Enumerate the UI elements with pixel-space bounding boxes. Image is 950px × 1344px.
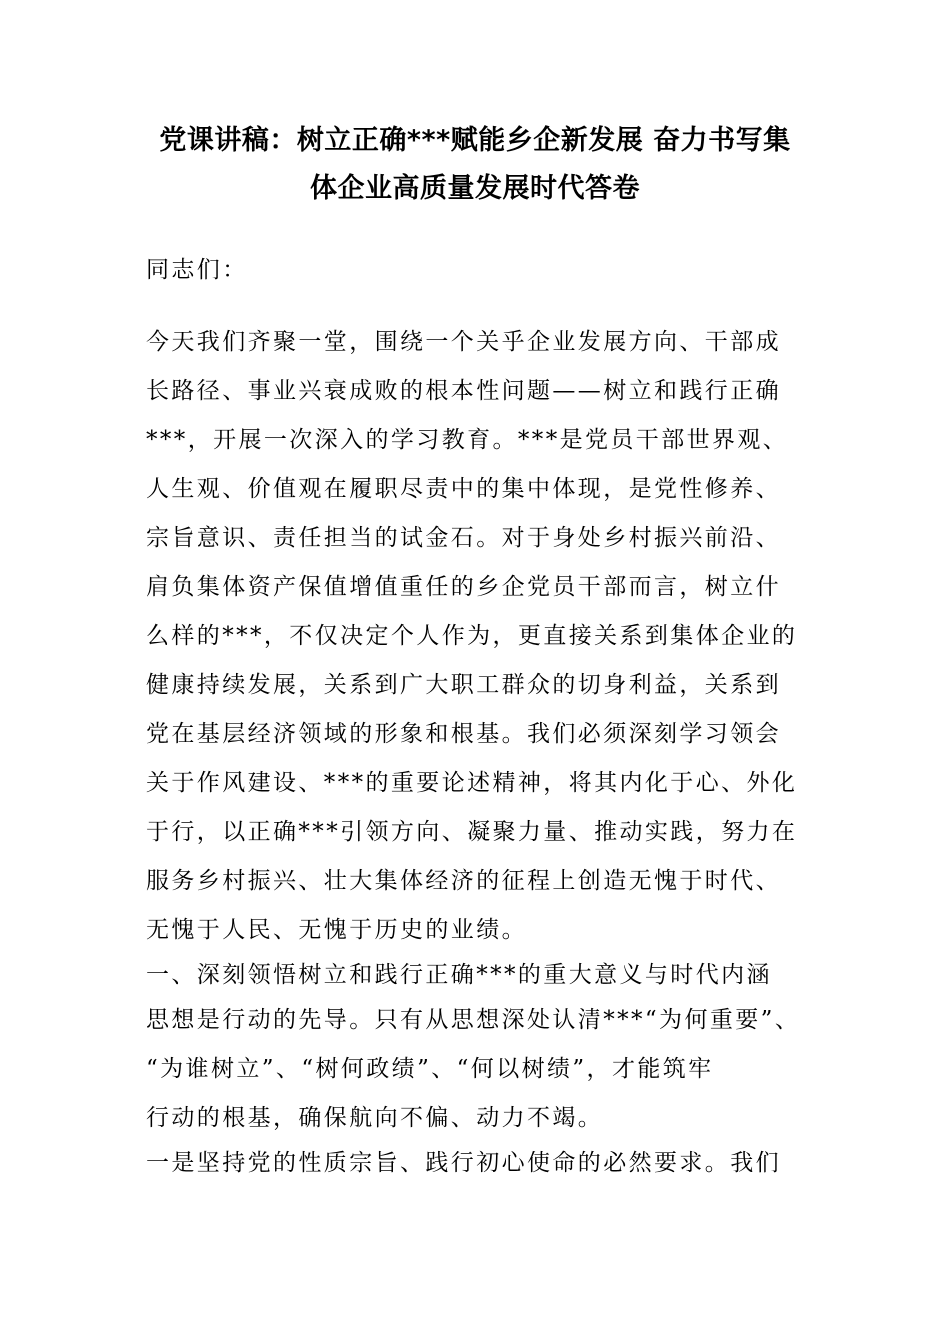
paragraph-line: 宗旨意识、责任担当的试金石。对于身处乡村振兴前沿、 <box>146 525 781 551</box>
paragraph-line: 今天我们齐聚一堂，围绕一个关乎企业发展方向、干部成 <box>146 329 781 355</box>
paragraph-line: 服务乡村振兴、壮大集体经济的征程上创造无愧于时代、 <box>146 868 781 894</box>
paragraph-line: 么样的***，不仅决定个人作为，更直接关系到集体企业的 <box>146 623 798 649</box>
document-title-line-2: 体企业高质量发展时代答卷 <box>310 173 640 204</box>
paragraph-line: 人生观、价值观在履职尽责中的集中体现，是党性修养、 <box>146 476 781 502</box>
paragraph-line: 长路径、事业兴衰成败的根本性问题——树立和践行正确 <box>146 378 781 404</box>
section-heading: 一、深刻领悟树立和践行正确***的重大意义与时代内涵 <box>146 962 772 988</box>
paragraph-line: 肩负集体资产保值增值重任的乡企党员干部而言，树立什 <box>146 574 781 600</box>
document-title-line-1: 党课讲稿：树立正确***赋能乡企新发展 奋力书写集 <box>159 125 791 156</box>
paragraph-line: 关于作风建设、***的重要论述精神，将其内化于心、外化 <box>146 770 798 796</box>
paragraph-line: 无愧于人民、无愧于历史的业绩。 <box>146 917 527 943</box>
paragraph-line: ***，开展一次深入的学习教育。***是党员干部世界观、 <box>146 427 789 453</box>
salutation: 同志们： <box>146 257 248 283</box>
paragraph-line: 一是坚持党的性质宗旨、践行初心使命的必然要求。我们 <box>146 1150 781 1176</box>
paragraph-line: 健康持续发展，关系到广大职工群众的切身利益，关系到 <box>146 672 781 698</box>
paragraph-line: 于行，以正确***引领方向、凝聚力量、推动实践，努力在 <box>146 819 798 845</box>
paragraph-line: “为谁树立”、“树何政绩”、“何以树绩”，才能筑牢 <box>146 1056 714 1082</box>
paragraph-line: 党在基层经济领域的形象和根基。我们必须深刻学习领会 <box>146 721 781 747</box>
paragraph-line: 思想是行动的先导。只有从思想深处认清***“为何重要”、 <box>146 1007 801 1033</box>
paragraph-line: 行动的根基，确保航向不偏、动力不竭。 <box>146 1105 604 1131</box>
